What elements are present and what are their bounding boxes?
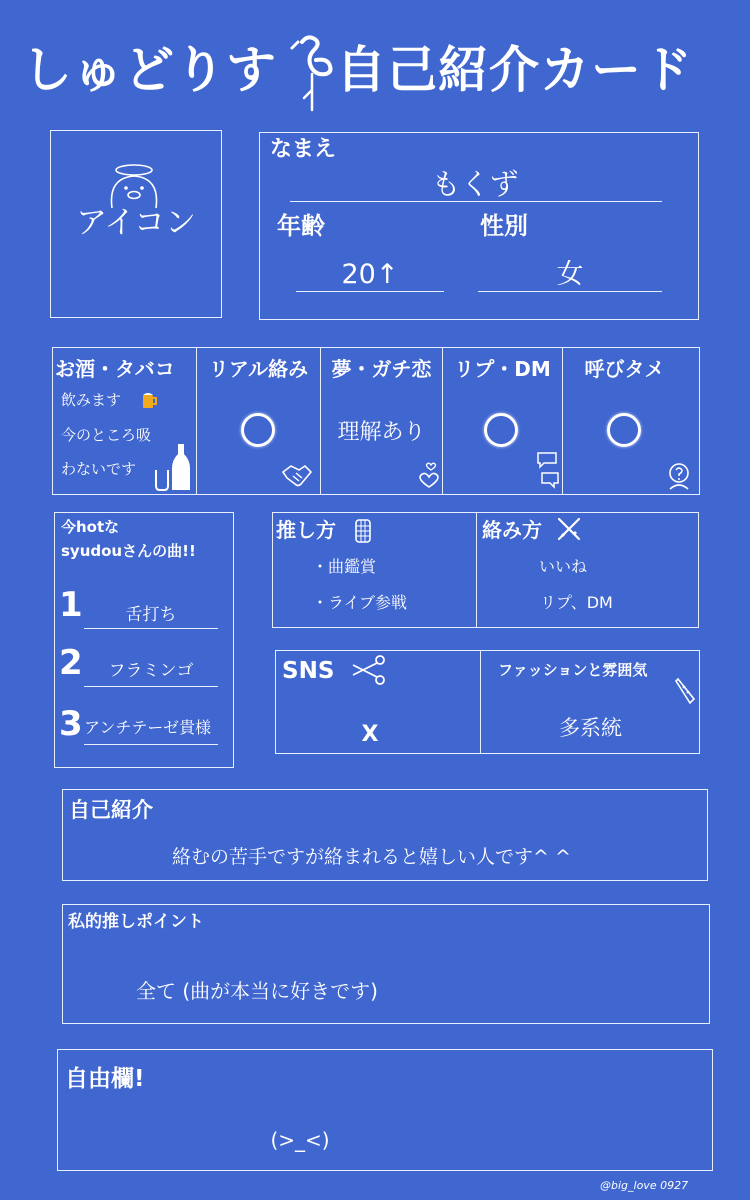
fashion-label: ファッションと雰囲気 [498, 661, 648, 679]
oshikata-item-2: ・ライブ参戦 [312, 593, 408, 612]
free-text: (>_<) [270, 1128, 330, 1152]
icon-box-label: アイコン [76, 205, 196, 241]
song-3-underline [84, 744, 218, 745]
oshikata-label: 推し方 [276, 518, 336, 542]
karamikata-label: 絡み方 [482, 518, 542, 542]
alcohol-line2: 今のところ吸 [61, 426, 152, 444]
name-label: なまえ [270, 137, 337, 162]
dream-value: 理解あり [337, 420, 426, 445]
title-part2: 自己紹介カード [336, 41, 693, 99]
question-person-icon [664, 461, 694, 491]
sns-label: SNS [282, 658, 335, 684]
intro-label: 自己紹介 [69, 798, 153, 822]
alcohol-line3: わないです [61, 460, 137, 478]
song-1-underline [84, 628, 218, 629]
alcohol-line1: 飲みます [61, 391, 122, 409]
title-part1: しゅどりす [22, 41, 277, 99]
handshake-icon [281, 462, 313, 488]
song-3-num: 3 [59, 704, 83, 744]
song-3-name: アンチテーゼ貴様 [84, 718, 212, 737]
scissors-icon [350, 654, 390, 686]
free-label: 自由欄! [65, 1066, 145, 1092]
penlight-icon [352, 516, 374, 544]
song-2-num: 2 [59, 643, 83, 683]
fashion-value: 多系統 [559, 716, 622, 740]
dream-label: 夢・ガチ恋 [331, 357, 432, 381]
free-box [57, 1049, 713, 1171]
name-underline [290, 201, 662, 202]
call-label: 呼びタメ [584, 357, 665, 381]
hearts-icon [417, 459, 441, 489]
point-label: 私的推しポイント [68, 912, 204, 932]
flamingo-icon [288, 34, 332, 114]
gender-underline [478, 291, 662, 292]
real-label: リアル絡み [208, 357, 309, 381]
karamikata-item-2: リプ、DM [540, 593, 613, 612]
song-2-underline [84, 686, 218, 687]
age-value[interactable]: 20↑ [341, 259, 399, 290]
gender-label: 性別 [480, 212, 528, 240]
gender-value[interactable]: 女 [556, 259, 584, 290]
chat-bubbles-icon [536, 451, 560, 491]
oshikata-divider [476, 512, 477, 628]
real-circle [241, 413, 275, 447]
oshikata-item-1: ・曲鑑賞 [312, 557, 377, 576]
name-value[interactable]: もくず [431, 167, 519, 201]
karamikata-item-1: いいね [539, 557, 588, 576]
chain-tag-icon [674, 677, 698, 705]
crossed-swords-icon [556, 516, 582, 542]
point-text: 全て (曲が本当に好きです) [136, 979, 378, 1003]
credit: @big_love 0927 [600, 1179, 689, 1192]
rip-circle [484, 413, 518, 447]
hot-songs-title-2: syudouさんの曲!! [61, 542, 196, 560]
alcohol-label: お酒・タバコ [55, 357, 175, 381]
song-2-name: フラミンゴ [108, 661, 194, 681]
bottle-and-glass-icon [150, 442, 192, 492]
song-1-num: 1 [59, 585, 83, 625]
song-1-name: 舌打ち [125, 605, 177, 625]
age-label: 年齢 [277, 212, 325, 240]
beer-icon [141, 391, 159, 409]
rip-label: リプ・DM [454, 357, 551, 381]
intro-text: 絡むの苦手ですが絡まれると嬉しい人です^ ^ [172, 846, 571, 868]
sns-value: X [361, 722, 379, 747]
hot-songs-title-1: 今hotな [61, 518, 120, 536]
call-circle [607, 413, 641, 447]
age-underline [296, 291, 444, 292]
